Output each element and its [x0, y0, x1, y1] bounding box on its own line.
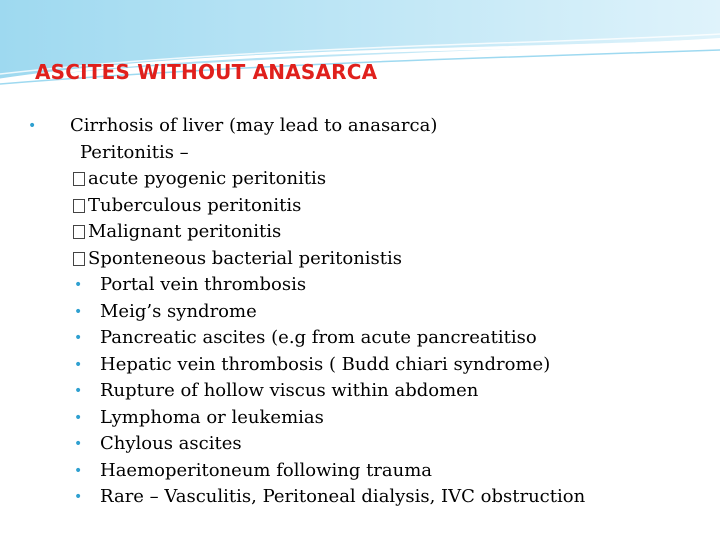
- list-item: • Haemoperitoneum following trauma: [28, 458, 708, 485]
- list-item: • Pancreatic ascites (e.g from acute pancreatitiso: [28, 325, 708, 352]
- bullet-icon: •: [28, 118, 37, 134]
- list-item: • Meig’s syndrome: [28, 299, 708, 326]
- list-item: • Rupture of hollow viscus within abdomen: [28, 378, 708, 405]
- list-item: • Rare – Vasculitis, Peritoneal dialysis, IVC obstruction: [28, 484, 708, 511]
- bullet-icon: •: [74, 330, 83, 346]
- missing-glyph-icon: [73, 172, 85, 186]
- missing-glyph-icon: [73, 252, 85, 266]
- bullet-icon: •: [74, 303, 83, 320]
- bullet-icon: •: [74, 436, 83, 452]
- slide-title: ASCITES WITHOUT ANASARCA: [35, 60, 378, 84]
- list-item: acute pyogenic peritonitis: [28, 166, 708, 193]
- bullet-icon: •: [74, 462, 83, 479]
- list-item: • Lymphoma or leukemias: [28, 405, 708, 432]
- missing-glyph-icon: [73, 225, 85, 239]
- bullet-icon: •: [74, 489, 83, 505]
- bullet-icon: •: [74, 383, 83, 399]
- list-item: Tuberculous peritonitis: [28, 193, 708, 220]
- list-item: Malignant peritonitis: [28, 219, 708, 246]
- missing-glyph-icon: [73, 199, 85, 213]
- bullet-icon: •: [74, 356, 83, 373]
- list-item: • Hepatic vein thrombosis ( Budd chiari syndrome): [28, 352, 708, 379]
- list-item: • Cirrhosis of liver (may lead to anasarca): [28, 113, 708, 140]
- list-item: • Chylous ascites: [28, 431, 708, 458]
- list-item: • Portal vein thrombosis: [28, 272, 708, 299]
- content-list: [28, 113, 708, 511]
- list-item: Sponteneous bacterial peritonistis: [28, 246, 708, 273]
- bullet-icon: •: [74, 409, 83, 426]
- bullet-icon: •: [74, 277, 83, 293]
- list-item: Peritonitis –: [80, 141, 189, 163]
